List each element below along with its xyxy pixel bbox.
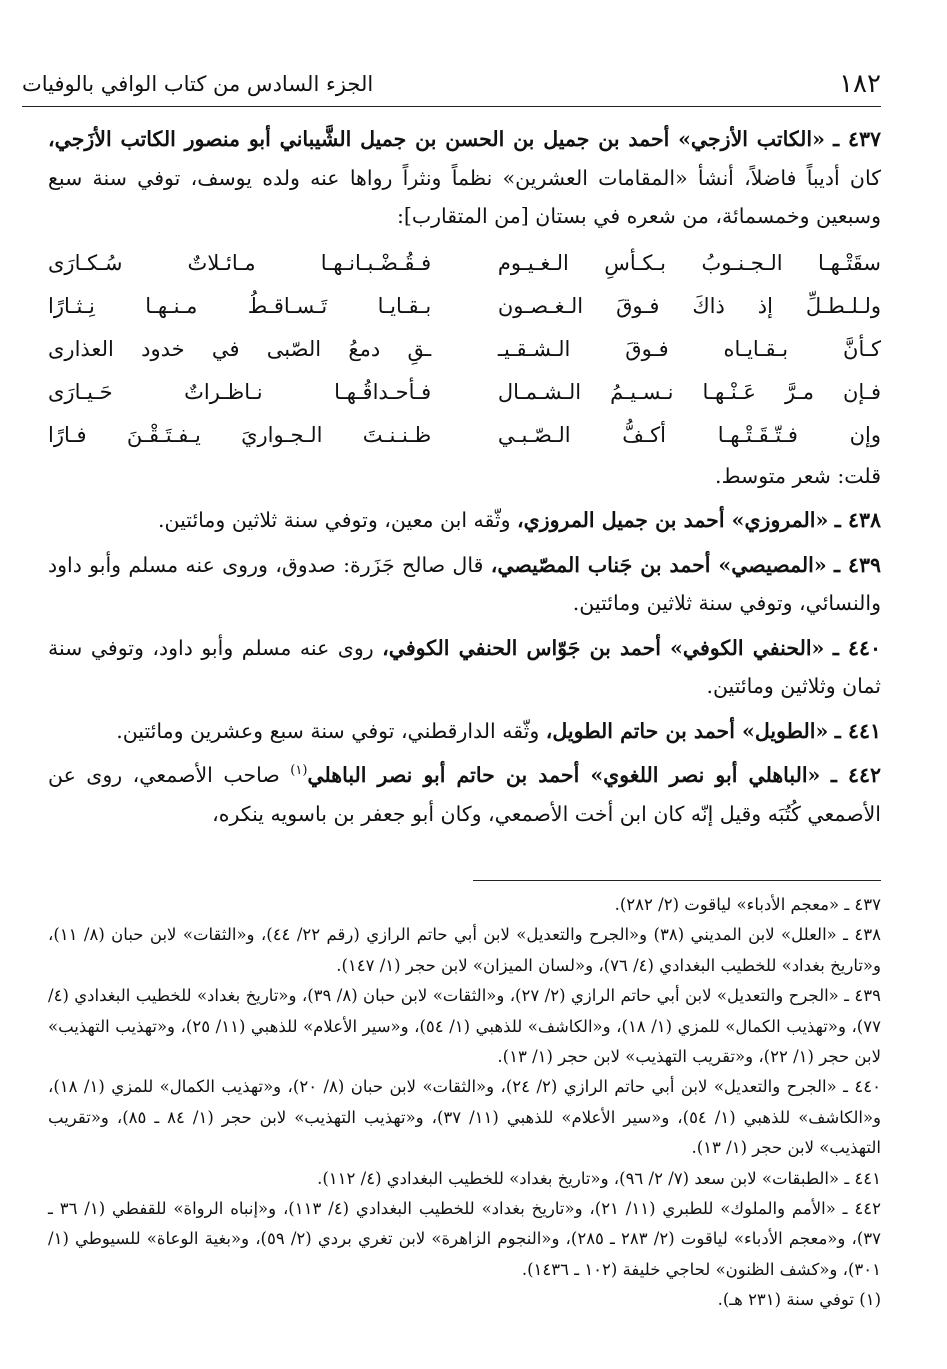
entry-438 [48, 501, 881, 540]
verse-first-hemistich: كـأنَّ بـقـايـاه فـوقَ الـشـقـيـ [497, 336, 881, 361]
verse-second-hemistich: بـقـايـا تَـسـاقـطُ مـنـهـا نِـثـارًا [48, 293, 432, 318]
entry-number: ٤٤١ ـ [834, 718, 881, 743]
footnote-marker: (١) [290, 763, 308, 779]
poem-verse [48, 414, 881, 457]
entry-title: «الباهلي أبو نصر اللغوي» أحمد بن حاتم أبو نصر الباهلي [307, 763, 821, 787]
entry-text: كان أديباً فاضلاً، أنشأ «المقامات العشرين» نظماً ونثراً رواها عنه ولده يوسف، توفي سنة سبع وسبعين وخمسمائة، من شعره في بستان [من المتقارب]: [48, 165, 881, 228]
verse-second-hemistich: فـأحـداقُـهـا نـاظـراتٌ حَـيـارَى [48, 379, 432, 404]
entry-441 [48, 712, 881, 751]
entry-number: ٤٤٠ ـ [832, 635, 881, 660]
entry-text: صاحب الأصمعي، روى عن الأصمعي كُتُبَه وقيل إنّه كان ابن أخت الأصمعي، وكان أبو جعفر بن باسويه ينكره، [48, 763, 881, 826]
entry-text: قال صالح جَزَرة: صدوق، وروى عنه مسلم وأبو داود والنسائي، وتوفي سنة ثلاثين ومائتين. [48, 552, 881, 615]
main-text [48, 120, 881, 839]
poem-verse [48, 328, 881, 371]
poem [48, 242, 881, 457]
entry-title: «الكاتب الأزجي» أحمد بن جميل بن الحسن بن جميل الشَّيباني أبو منصور الكاتب الأزَجي، [48, 127, 825, 151]
entry-title: «المروزي» أحمد بن جميل المروزي، [517, 508, 829, 532]
entry-text: روى عنه مسلم وأبو داود، وتوفي سنة ثمان وثلاثين ومائتين. [48, 635, 881, 698]
footnote-442: ٤٤٢ ـ «الأمم والملوك» للطبري (١١/ ٢١)، و«تاريخ بغداد» للخطيب البغدادي (٤/ ١١٣)، و«إنباه الرواة» للقفطي (١/ ٣٦ ـ ٣٧)، و«معجم الأدباء» لياقوت (٢/ ٢٨٣ ـ ٢٨٥)، و«النجوم الزاهرة» لابن تغري بردي (٢/ ٥٩)، و«بغية الوعاة» للسيوطي (١/ ٣٠١)، و«كشف الظنون» لحاجي خليفة (١٠٢ ـ ١٤٣٦). [48, 1199, 881, 1279]
footnotes [48, 890, 881, 1316]
footnote-439: ٤٣٩ ـ «الجرح والتعديل» لابن أبي حاتم الرازي (٢/ ٢٧)، و«الثقات» لابن حبان (٨/ ٣٩)، و«تاريخ بغداد» للخطيب البغدادي (٤/ ٧٧)، و«تهذيب الكمال» للمزي (١/ ١٨)، و«الكاشف» للذهبي (١/ ٥٤)، و«سير الأعلام» للذهبي (١١/ ٢٥)، و«تهذيب التهذيب» لابن حجر (١/ ٢٢)، و«تقريب التهذيب» لابن حجر (١/ ١٣). [48, 986, 881, 1067]
verse-first-hemistich: فـإن مـرَّ عَـنْـهـا نـسـيـمُ الـشـمـال [497, 379, 881, 404]
poem-verse [48, 371, 881, 414]
entry-437 [48, 120, 881, 236]
poem-verse [48, 285, 881, 328]
entry-title: «الطويل» أحمد بن حاتم الطويل، [545, 718, 829, 743]
page-number: ١٨٢ [839, 69, 881, 99]
entry-text: وثّقه ابن معين، وتوفي سنة ثلاثين ومائتين. [157, 508, 518, 532]
running-head: الجزء السادس من كتاب الوافي بالوفيات [22, 72, 374, 96]
entry-439 [48, 546, 881, 623]
entry-title: «المصيصي» أحمد بن جَناب المصّيصي، [490, 552, 827, 577]
footnote-440: ٤٤٠ ـ «الجرح والتعديل» لابن أبي حاتم الرازي (٢/ ٢٤)، و«الثقات» لابن حبان (٨/ ٢٠)، و«تهذيب الكمال» للمزي (١/ ١٨)، و«الكاشف» للذهبي (١/ ٥٤)، و«سير الأعلام» للذهبي (١١/ ٣٧)، و«تهذيب التهذيب» لابن حجر (١/ ٨٤ ـ ٨٥)، و«تقريب التهذيب» لابن حجر (١/ ١٣). [48, 1077, 882, 1158]
verse-second-hemistich: ظـنـنـتَ الـجـواريَ يـفـتَـقْـنَ فـارًا [48, 422, 432, 447]
entry-440 [48, 629, 881, 706]
entry-number: ٤٤٢ ـ [830, 763, 881, 787]
entry-number: ٤٣٨ ـ [834, 508, 881, 532]
footnote-1: (١) توفي سنة (٢٣١ هـ). [717, 1290, 881, 1310]
verse-first-hemistich: ولـلـطـلِّ إذ ذاكَ فـوقَ الـغـصـون [497, 293, 881, 318]
footnote-438: ٤٣٨ ـ «العلل» لابن المديني (٣٨) و«الجرح والتعديل» لابن أبي حاتم الرازي (رقم ٢٢/ ٤٤)، و«الثقات» لابن حبان (٨/ ١١)، و«تاريخ بغداد» للخطيب البغدادي (٤/ ٧٦)، و«لسان الميزان» لابن حجر (١/ ١٤٧). [48, 925, 881, 975]
entry-text: وثّقه الدارقطني، توفي سنة سبع وعشرين ومائتين. [116, 718, 546, 743]
poem-verse [48, 242, 881, 285]
verse-first-hemistich: سقَتْـهـا الـجـنـوبُ بـكـأسِ الـغـيـوم [497, 250, 881, 275]
entry-442 [48, 756, 881, 833]
entry-title: «الحنفي الكوفي» أحمد بن جَوّاس الحنفي الكوفي، [382, 635, 825, 660]
page-header [22, 62, 881, 107]
footnote-divider [473, 880, 881, 881]
editor-note: قلت: شعر متوسط. [715, 463, 881, 488]
verse-second-hemistich: فـقُـضْـبـانـهـا مـائـلاتٌ سُـكـارَى [48, 250, 432, 275]
verse-second-hemistich: ـقِ دمعُ الصّبى في خدود العذارى [48, 336, 432, 361]
entry-number: ٤٣٧ ـ [833, 127, 881, 151]
entry-number: ٤٣٩ ـ [833, 552, 881, 577]
footnote-437: ٤٣٧ ـ «معجم الأدباء» لياقوت (٢/ ٢٨٢). [614, 895, 881, 914]
verse-first-hemistich: وإن فـتّـقَـتْـهـا أكـفُّ الـصّـبـي [497, 422, 881, 447]
footnote-441: ٤٤١ ـ «الطبقات» لابن سعد (٧/ ٢/ ٩٦)، و«تاريخ بغداد» للخطيب البغدادي (٤/ ١١٢). [317, 1168, 881, 1188]
